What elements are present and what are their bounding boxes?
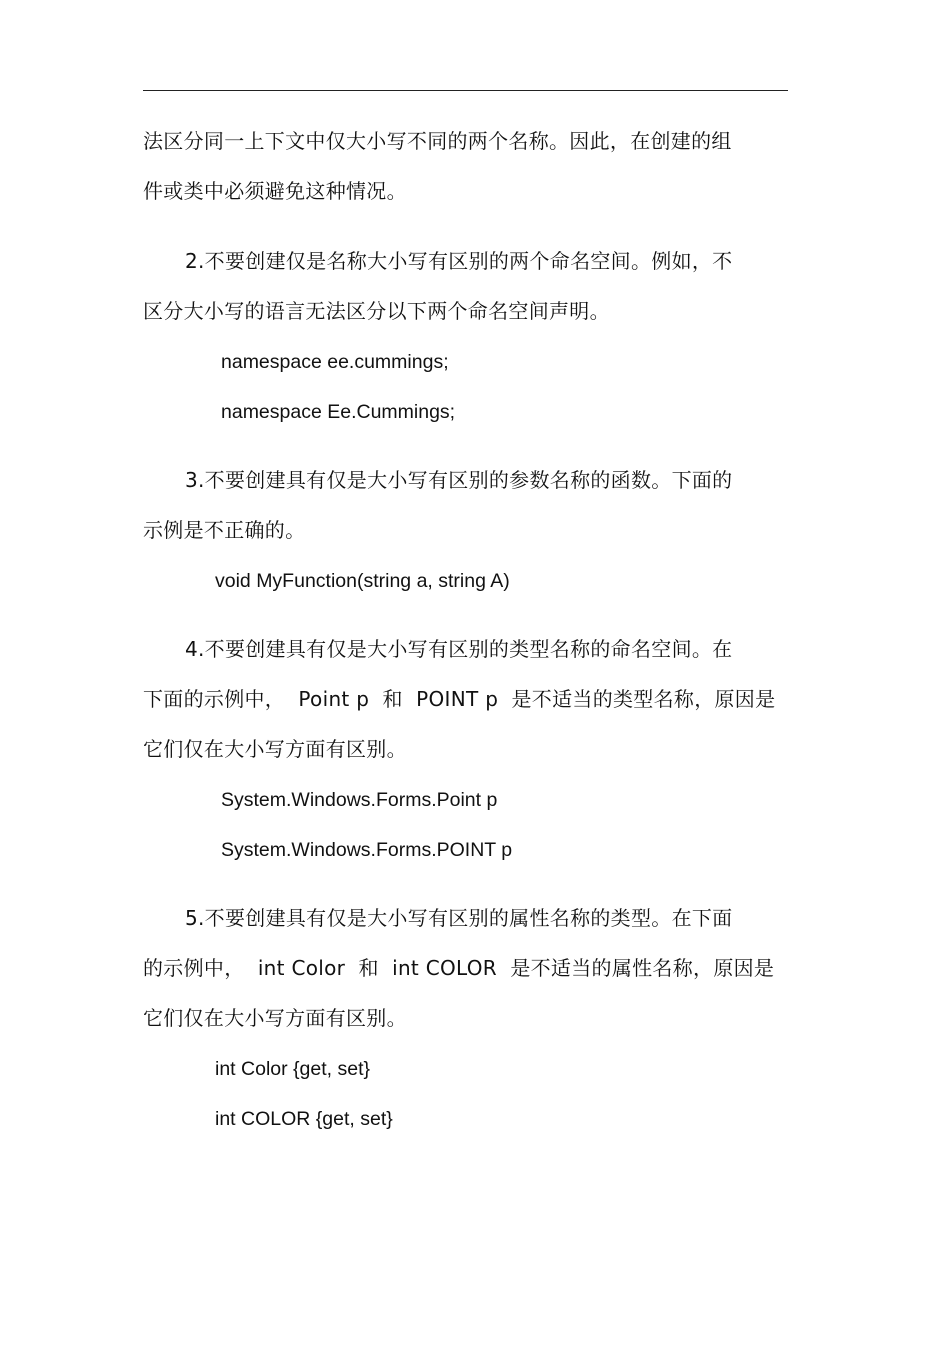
rule-3-line-1: 3.不要创建具有仅是大小写有区别的参数名称的函数。下面的 [185, 468, 733, 492]
code-example-property-2: int COLOR {get, set} [215, 1108, 393, 1130]
code-example-namespace-2: namespace Ee.Cummings; [221, 401, 456, 423]
rule-5-line-2: 的示例中， int Color 和 int COLOR 是不适当的属性名称，原因是 [143, 956, 775, 980]
code-example-property-1: int Color {get, set} [215, 1058, 371, 1080]
code-example-type-2: System.Windows.Forms.POINT p [221, 839, 513, 861]
header-rule [143, 90, 788, 91]
rule-2-line-2: 区分大小写的语言无法区分以下两个命名空间声明。 [143, 299, 610, 323]
paragraph-1-line-1: 法区分同一上下文中仅大小写不同的两个名称。因此，在创建的组 [143, 129, 732, 153]
paragraph-1-line-2: 件或类中必须避免这种情况。 [143, 179, 407, 203]
rule-4-line-3: 它们仅在大小写方面有区别。 [143, 737, 407, 761]
rule-5-line-3: 它们仅在大小写方面有区别。 [143, 1006, 407, 1030]
rule-4-line-2: 下面的示例中， Point p 和 POINT p 是不适当的类型名称，原因是 [143, 687, 776, 711]
rule-4-line-1: 4.不要创建具有仅是大小写有区别的类型名称的命名空间。在 [185, 637, 733, 661]
rule-5-line-1: 5.不要创建具有仅是大小写有区别的属性名称的类型。在下面 [185, 906, 733, 930]
code-example-type-1: System.Windows.Forms.Point p [221, 789, 498, 811]
code-example-namespace-1: namespace ee.cummings; [221, 351, 449, 373]
rule-2-line-1: 2.不要创建仅是名称大小写有区别的两个命名空间。例如，不 [185, 249, 733, 273]
code-example-function: void MyFunction(string a, string A) [215, 570, 510, 592]
rule-3-line-2: 示例是不正确的。 [143, 518, 306, 542]
